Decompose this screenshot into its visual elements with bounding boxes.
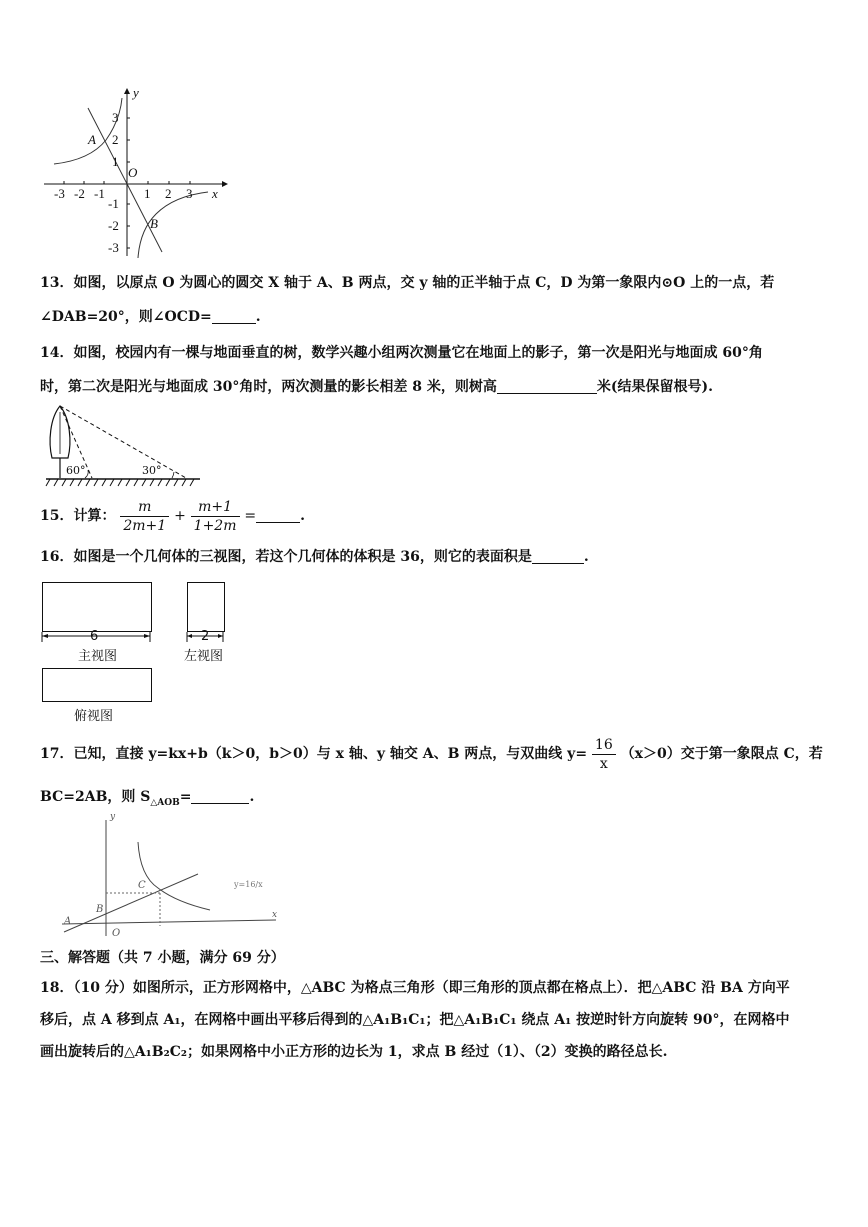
- q13-answer-blank[interactable]: [212, 305, 256, 324]
- q14-line2-end: 米(结果保留根号).: [596, 379, 713, 395]
- q17-line2-text: BC=2AB，则 S: [40, 789, 151, 805]
- q14-answer-blank[interactable]: [497, 375, 597, 394]
- fig17-a-label: A: [64, 916, 72, 927]
- q15-f2-denominator: 1+2m: [193, 517, 237, 534]
- fig12-ytick: -3: [108, 240, 119, 255]
- fig12-ytick: 1: [112, 154, 119, 169]
- fig12-xtick: -1: [94, 186, 105, 201]
- q16-front-dim: 6: [90, 629, 99, 644]
- question-16: [40, 540, 830, 574]
- q16-front-view: [42, 582, 152, 632]
- fig17-origin-label: O: [112, 928, 121, 939]
- fig14-angle-30: 30°: [142, 464, 162, 477]
- q18-line1: 18．（10 分）如图所示，正方形网格中，△ABC 为格点三角形（即三角形的顶点都在格点上）．把△ABC 沿 BA 方向平: [40, 980, 790, 996]
- q13-line2-text: ∠DAB=20°，则∠OCD=: [40, 309, 212, 325]
- fig17-c-label: C: [138, 880, 146, 891]
- fig12-xtick: 3: [186, 186, 193, 201]
- q17-answer-blank[interactable]: [191, 785, 249, 804]
- fig17-svg: [58, 812, 288, 944]
- fig17-hyperbola: [138, 842, 210, 910]
- section-3-heading: 三、解答题（共 7 小题，满分 69 分）: [40, 950, 285, 966]
- q14-line2: [40, 370, 830, 404]
- fig12-xtick: -2: [74, 186, 85, 201]
- q14-line2-text: 时，第二次是阳光与地面成 30°角时，两次测量的影长相差 8 米，则树高: [40, 379, 497, 395]
- q15-fraction-1: [120, 498, 169, 535]
- fig12-y-label: y: [133, 85, 139, 100]
- question-17: [40, 734, 830, 774]
- fig12-point-a-label: A: [88, 132, 96, 147]
- question-14: [40, 336, 830, 404]
- fig12-xtick: 1: [144, 186, 151, 201]
- q17-fraction: [592, 736, 616, 773]
- q16-end: .: [583, 549, 589, 565]
- question-13: [40, 266, 830, 334]
- fig17-graph: [58, 812, 288, 944]
- q16-top-view: [42, 668, 152, 702]
- fig12-origin-label: O: [128, 165, 138, 180]
- q16-front-label: 主视图: [78, 649, 118, 664]
- q13-line1: 13．如图，以原点 O 为圆心的圆交 X 轴于 A、B 两点，交 y 轴的正半轴于点 C，D 为第一象限内⊙O 上的一点，若: [40, 275, 775, 291]
- fig17-line: [64, 874, 198, 932]
- fig12-x-label: x: [212, 186, 218, 201]
- fig14-angle-60: 60°: [66, 464, 86, 477]
- q15-plus: +: [174, 508, 186, 524]
- q13-line2: [40, 300, 830, 334]
- fig12-ytick: -1: [108, 196, 119, 211]
- q16-text: 16．如图是一个几何体的三视图，若这个几何体的体积是 36，则它的表面积是: [40, 549, 532, 565]
- q15-fraction-2: [191, 498, 240, 535]
- q15-f2-numerator: m+1: [191, 498, 240, 517]
- fig14-arc-30: [172, 472, 174, 478]
- fig12-ytick: 3: [112, 110, 119, 125]
- q13-line2-end: .: [255, 309, 261, 325]
- q15-f1-denominator: 2m+1: [123, 517, 167, 534]
- q14-line1: 14．如图，校园内有一棵与地面垂直的树，数学兴趣小组两次测量它在地面上的影子，第一次是阳光与地面成 60°角: [40, 345, 763, 361]
- fig17-curve-label: y=16/x: [234, 880, 263, 889]
- q17-sub: △AOB: [150, 797, 180, 808]
- q17-denominator: x: [599, 755, 608, 772]
- q16-answer-blank[interactable]: [532, 545, 584, 564]
- q16-side-view: [187, 582, 225, 632]
- q17-text-2: （x＞0）交于第一象限点 C，若: [620, 746, 823, 762]
- fig12-graph: [40, 80, 230, 260]
- q15-f1-numerator: m: [120, 498, 169, 517]
- q15-answer-blank[interactable]: [256, 504, 300, 523]
- fig17-y-label: y: [110, 812, 116, 822]
- q18-line3: 画出旋转后的△A₁B₂C₂；如果网格中小正方形的边长为 1，求点 B 经过（1）、（2）变换的路径总长.: [40, 1044, 668, 1060]
- question-15: [40, 496, 830, 536]
- q15-end: .: [300, 508, 305, 524]
- q16-side-label: 左视图: [184, 649, 224, 664]
- fig12-y-arrow: [124, 88, 130, 94]
- fig14-ground-hatch: [46, 479, 194, 486]
- fig12-point-b-label: B: [150, 216, 158, 231]
- fig12-xtick: 2: [165, 186, 172, 201]
- question-18: [40, 972, 830, 1068]
- fig14-tree: [44, 402, 204, 490]
- q15-equals: =: [244, 508, 257, 524]
- q16-top-label: 俯视图: [74, 709, 114, 724]
- q18-line2: 移后，点 A 移到点 A₁，在网格中画出平移后得到的△A₁B₁C₁；把△A₁B₁C₁ 绕点 A₁ 按逆时针方向旋转 90°，在网格中: [40, 1012, 790, 1028]
- fig12-ytick: 2: [112, 132, 119, 147]
- fig17-x-label: x: [272, 910, 278, 920]
- q16-side-dim: 2: [201, 629, 210, 644]
- q17-text: 17．已知，直接 y=kx+b（k＞0，b＞0）与 x 轴、y 轴交 A、B 两点，与双曲线 y=: [40, 746, 588, 762]
- q17-numerator: 16: [592, 736, 616, 755]
- fig12-x-arrow: [222, 181, 228, 187]
- q17-end: .: [249, 789, 255, 805]
- fig12-ytick: -2: [108, 218, 119, 233]
- fig17-b-label: B: [96, 904, 104, 915]
- q15-label: 15．计算：: [40, 508, 116, 524]
- fig17-x-axis: [62, 920, 276, 924]
- q17-eq: =: [179, 789, 192, 805]
- fig12-xtick: -3: [54, 186, 65, 201]
